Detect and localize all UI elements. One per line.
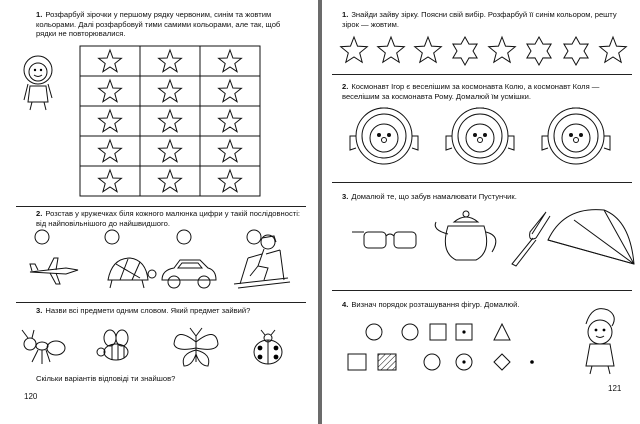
star-icon[interactable] <box>159 140 182 162</box>
star-icon[interactable] <box>489 37 516 62</box>
right-task2-text: 2. Космонавт Ігор є веселішим за космонавта Колю, а космонавт Коля — веселішим за космонавта Рому. Домалюй їм усмішки. <box>342 82 600 101</box>
right-task3-text: 3. Домалюй те, що забув намалювати Пустунчик. <box>342 192 517 201</box>
divider <box>332 74 632 75</box>
square-shape <box>348 354 366 370</box>
astronaut-head-icon[interactable] <box>350 108 418 164</box>
star-icon[interactable] <box>99 50 122 72</box>
teapot-icon <box>432 208 508 266</box>
star-icon[interactable] <box>99 140 122 162</box>
star-icon[interactable] <box>219 140 242 162</box>
star-icon[interactable] <box>219 170 242 192</box>
page-number: 121 <box>608 384 622 393</box>
star-icon[interactable] <box>219 50 242 72</box>
divider <box>16 206 306 207</box>
divider <box>332 290 632 291</box>
answer-circle[interactable] <box>177 230 191 244</box>
star-icon[interactable] <box>600 37 627 62</box>
star-icon[interactable] <box>159 80 182 102</box>
astronaut-heads <box>354 104 614 170</box>
bee-icon <box>92 328 140 368</box>
star-row <box>340 34 630 68</box>
star-grid <box>78 44 268 199</box>
left-task2-text: 2. Розстав у кружечках біля кожного малюнка цифри у такій послідовності: від найповільнішого до найшвидшого. <box>36 209 301 228</box>
hatched-square-shape <box>378 354 396 370</box>
star-icon[interactable] <box>453 37 477 65</box>
butterfly-icon <box>168 326 224 370</box>
star-icon[interactable] <box>99 80 122 102</box>
left-task1-text: 1. Розфарбуй зірочки у першому рядку червоним, синім та жовтим кольорами. Далі розфарбовуй тими самими кольорами, але так, щоб рядки не повторювалися. <box>36 10 281 38</box>
circle-shape <box>402 324 418 340</box>
circle-shape <box>424 354 440 370</box>
umbrella-icon <box>544 204 640 268</box>
star-icon[interactable] <box>378 37 405 62</box>
skier-icon <box>228 232 294 292</box>
divider <box>332 182 632 183</box>
star-icon[interactable] <box>415 37 442 62</box>
star-icon[interactable] <box>99 110 122 132</box>
shape-sequence <box>340 320 560 378</box>
ladybug-icon <box>248 330 288 370</box>
left-task3-question: Скільки варіантів відповіді ти знайшов? <box>36 374 176 383</box>
square-shape <box>430 324 446 340</box>
car-icon <box>158 256 220 292</box>
astronaut-head-icon[interactable] <box>542 108 610 164</box>
star-icon[interactable] <box>159 110 182 132</box>
star-icon[interactable] <box>159 170 182 192</box>
answer-circle[interactable] <box>105 230 119 244</box>
ant-icon <box>20 328 70 368</box>
glasses-icon <box>350 222 424 258</box>
circle-shape <box>366 324 382 340</box>
turtle-icon <box>100 252 154 292</box>
right-task1-text: 1. Знайди зайву зірку. Поясни свій вибір. Розфарбуй її синім кольором, решту зірок — жовтим. <box>342 10 617 29</box>
dot-shape <box>530 360 534 364</box>
left-task3-text: 3. Назви всі предмети одним словом. Який предмет зайвий? <box>36 306 251 315</box>
left-page <box>0 0 318 424</box>
airplane-icon <box>26 252 82 288</box>
star-icon[interactable] <box>341 37 368 62</box>
page-number: 120 <box>24 392 38 401</box>
star-icon[interactable] <box>219 110 242 132</box>
star-icon[interactable] <box>527 37 551 65</box>
triangle-shape <box>494 324 510 340</box>
answer-circle[interactable] <box>35 230 49 244</box>
star-icon[interactable] <box>99 170 122 192</box>
gnome-character-icon <box>572 304 628 376</box>
star-icon[interactable] <box>564 37 588 65</box>
astronaut-head-icon[interactable] <box>446 108 514 164</box>
star-icon[interactable] <box>219 80 242 102</box>
right-task4-text: 4. Визнач порядок розташування фігур. Домалюй. <box>342 300 520 309</box>
diamond-shape <box>494 354 510 370</box>
right-page <box>322 0 640 424</box>
astronaut-kid-icon <box>14 52 66 112</box>
star-icon[interactable] <box>159 50 182 72</box>
divider <box>16 302 306 303</box>
